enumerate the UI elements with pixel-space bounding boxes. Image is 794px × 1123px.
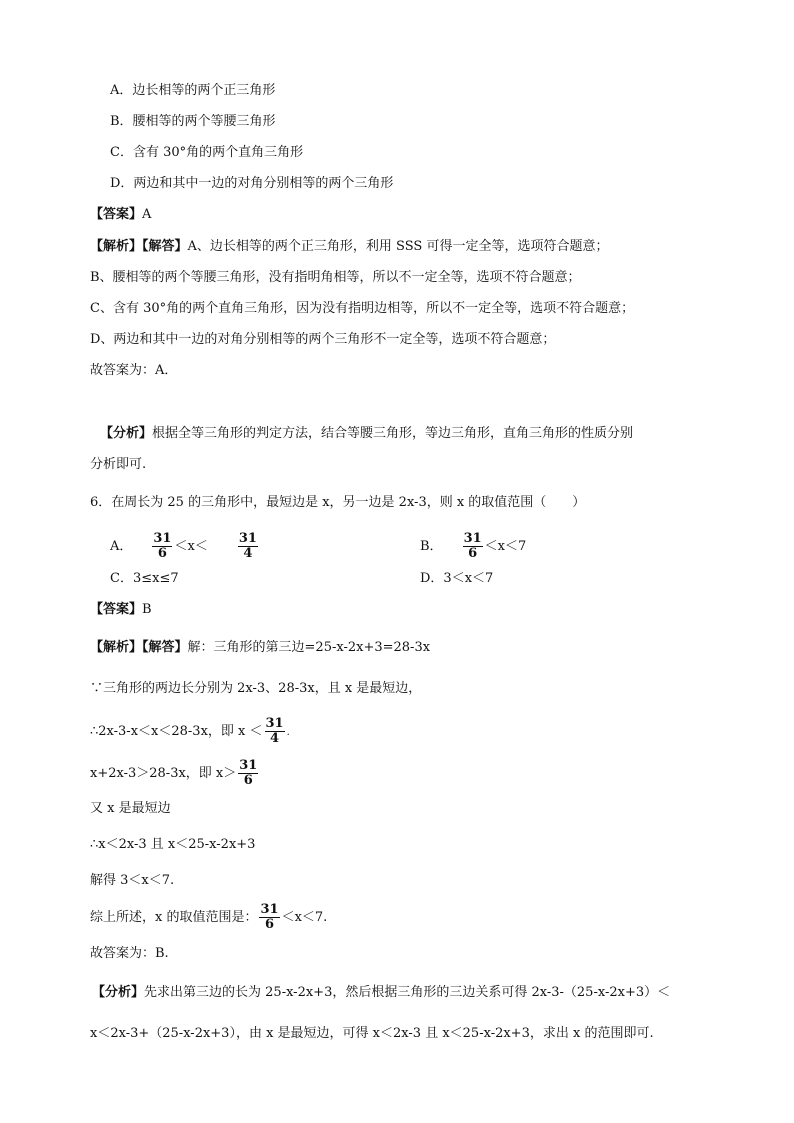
q6-line-8-frac-num: 31 xyxy=(260,902,279,917)
q5-answer-label: 【答案】 xyxy=(90,207,143,222)
q5-fenxi-text: 根据全等三角形的判定方法，结合等腰三角形，等边三角形，直角三角形的性质分别 xyxy=(152,426,634,441)
q6-line-4 xyxy=(90,758,260,790)
q6-solve-label: 【解答】 xyxy=(142,640,188,655)
q6-analysis-line-1 xyxy=(90,639,430,657)
q6-line-3-frac-den: 4 xyxy=(270,731,280,746)
q6-option-a-frac1-den: 6 xyxy=(157,546,167,561)
q6-line-4-frac-den: 6 xyxy=(243,773,253,788)
q6-fenxi-line-2: x＜2x-3+（25-x-2x+3），由 x 是最短边，可得 x＜2x-3 且 x＜25-x-2x+3，求出 x 的范围即可. xyxy=(90,1026,654,1041)
q6-line-8-suffix: ＜x＜7. xyxy=(281,910,328,925)
q6-line-2: ∵三角形的两边长分别为 2x-3、28-3x，且 x 是最短边， xyxy=(90,681,422,696)
q6-fenxi-label: 【分析】 xyxy=(92,985,145,1000)
q6-option-d: D．3＜x＜7 xyxy=(420,571,494,586)
q6-line-3-frac-num: 31 xyxy=(265,716,284,731)
q5-answer xyxy=(90,206,151,224)
q5-analysis-line-1 xyxy=(90,238,608,256)
q6-option-a-frac1-num: 31 xyxy=(153,531,172,546)
q6-line-4-frac-num: 31 xyxy=(239,758,258,773)
q6-line-8-frac-den: 6 xyxy=(264,917,275,932)
q5-fenxi-line-2: 分析即可. xyxy=(90,457,147,472)
q5-option-c: C．含有 30°角的两个直角三角形 xyxy=(110,145,304,160)
q6-option-b xyxy=(420,532,526,562)
q5-analysis-label: 【解析】 xyxy=(90,239,143,254)
q6-option-a xyxy=(110,532,260,562)
q5-analysis-line-3: C、含有 30°角的两个直角三角形，因为没有指明边相等，所以不一定全等，选项不符合题意； xyxy=(90,301,635,316)
q6-line-8 xyxy=(90,902,327,934)
q6-answer xyxy=(90,601,152,619)
q6-option-c: C．3≤x≤7 xyxy=(110,571,179,586)
q5-option-a: A．边长相等的两个正三角形 xyxy=(110,83,276,98)
q6-line-3 xyxy=(90,716,290,749)
q5-analysis-line-2: B、腰相等的两个等腰三角形，没有指明角相等，所以不一定全等，选项不符合题意； xyxy=(90,270,581,285)
q6-line-8-fraction xyxy=(259,903,279,932)
q6-option-a-fraction-1 xyxy=(152,532,172,561)
q5-option-b: B．腰相等的两个等腰三角形 xyxy=(110,114,276,129)
q5-analysis-text: A、边长相等的两个正三角形，利用 SSS 可得一定全等，选项符合题意； xyxy=(187,239,609,254)
q6-line-4-prefix: x+2x-3＞28-3x，即 x＞ xyxy=(90,766,237,781)
q6-answer-value: B xyxy=(142,602,152,617)
q5-fenxi-label: 【分析】 xyxy=(100,426,153,441)
q6-option-a-frac2-num: 31 xyxy=(238,531,257,546)
q6-line-3-suffix: . xyxy=(286,727,290,738)
q6-option-a-frac2-den: 4 xyxy=(243,546,253,561)
q6-line-8-prefix: 综上所述，x 的取值范围是： xyxy=(90,910,258,925)
q6-option-a-mid: ＜x＜ xyxy=(174,539,208,554)
q5-analysis-line-4: D、两边和其中一边的对角分别相等的两个三角形不一定全等，选项不符合题意； xyxy=(90,332,556,347)
q6-line-9: 故答案为：B. xyxy=(90,946,169,961)
q6-option-b-frac-den: 6 xyxy=(468,546,478,561)
q5-option-d: D．两边和其中一边的对角分别相等的两个三角形 xyxy=(110,176,394,191)
q6-line-4-fraction xyxy=(238,759,258,788)
q6-fenxi-text: 先求出第三边的长为 25-x-2x+3，然后根据三角形的三边关系可得 2x-3-（25-x-2x+3）＜ xyxy=(144,985,671,1000)
q5-analysis-line-5: 故答案为：A． xyxy=(90,363,178,378)
q6-fenxi-line-1 xyxy=(92,984,670,1002)
q6-option-b-frac-num: 31 xyxy=(463,531,482,546)
q5-answer-value: A xyxy=(142,207,152,222)
q6-line-6: ∴x＜2x-3 且 x＜25-x-2x+3 xyxy=(90,837,256,852)
q5-fenxi-line-1 xyxy=(100,425,633,443)
q6-line-7: 解得 3＜x＜7. xyxy=(90,873,175,888)
q6-line-3-prefix: ∴2x-3-x＜x＜28-3x，即 x ＜ xyxy=(90,724,263,739)
q6-analysis-text: 解：三角形的第三边=25-x-2x+3=28-3x xyxy=(187,640,431,655)
q6-line-3-fraction xyxy=(265,717,285,746)
q6-option-a-prefix: A． xyxy=(110,539,133,554)
q6-option-b-rest: ＜x＜7 xyxy=(484,539,527,554)
q6-option-b-prefix: B． xyxy=(420,539,443,554)
q6-option-b-fraction xyxy=(463,532,483,561)
q5-solve-label: 【解答】 xyxy=(142,239,188,254)
q6-analysis-label: 【解析】 xyxy=(90,640,143,655)
q6-line-5: 又 x 是最短边 xyxy=(90,801,171,816)
q6-option-a-fraction-2 xyxy=(238,532,258,561)
q6-answer-label: 【答案】 xyxy=(90,602,143,617)
q6-stem: 6．在周长为 25 的三角形中，最短边是 x，另一边是 2x-3，则 x 的取值范围（ ） xyxy=(90,495,586,510)
